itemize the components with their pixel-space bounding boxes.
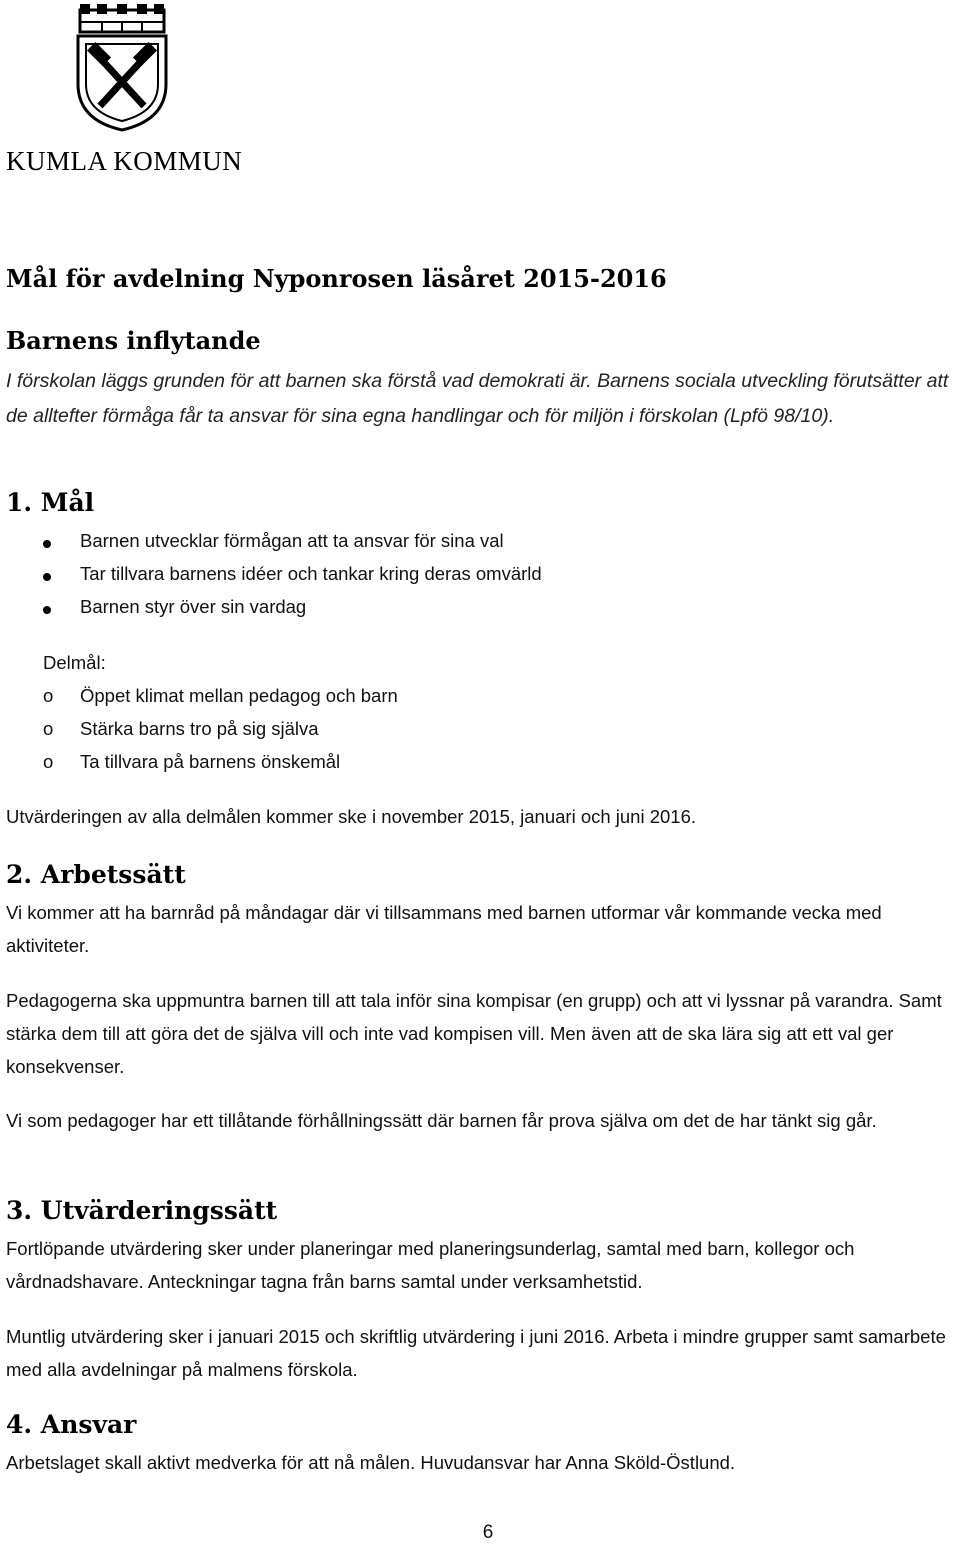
list-item: Tar tillvara barnens idéer och tankar kring deras omvärld: [80, 563, 542, 584]
bullet-icon: [43, 540, 51, 548]
subgoals-label: Delmål:: [43, 652, 106, 673]
methods-paragraph: Pedagogerna ska uppmuntra barnen till att tala inför sina kompisar (en grupp) och att vi lyssnar på varandra. Samt stärka dem till att göra det de själva vill och inte vad kompisen vill. Men även att de ska lära sig att ett val ger konsekvenser.: [6, 990, 942, 1077]
list-item: Ta tillvara på barnens önskemål: [80, 751, 341, 772]
responsibility-text: Arbetslaget skall aktivt medverka för att nå målen. Huvudansvar har Anna Sköld-Östlund.: [6, 1452, 736, 1473]
list-item: Barnen utvecklar förmågan att ta ansvar för sina val: [80, 530, 504, 551]
methods-paragraph: Vi som pedagoger har ett tillåtande förhållningssätt där barnen får prova själva om det de har tänkt sig går.: [6, 1110, 877, 1131]
logo-name: KUMLA KOMMUN: [6, 146, 243, 176]
coat-of-arms-icon: [72, 2, 172, 132]
methods-paragraph: Vi kommer att ha barnråd på måndagar där vi tillsammans med barnen utformar vår kommande vecka med aktiviteter.: [6, 902, 882, 956]
subgoal-marker: o: [43, 685, 54, 706]
evaluation-heading: 3. Utvärderingssätt: [6, 1196, 278, 1225]
list-item: Barnen styr över sin vardag: [80, 596, 307, 617]
evaluation-note: Utvärderingen av alla delmålen kommer ske i november 2015, januari och juni 2016.: [6, 806, 697, 827]
subgoal-marker: o: [43, 751, 54, 772]
subgoal-marker: o: [43, 718, 54, 739]
list-item: Öppet klimat mellan pedagog och barn: [80, 685, 398, 706]
responsibility-heading: 4. Ansvar: [6, 1410, 137, 1439]
bullet-icon: [43, 573, 51, 581]
section-heading: Barnens inflytande: [6, 326, 261, 355]
evaluation-paragraph: Muntlig utvärdering sker i januari 2015 och skriftlig utvärdering i juni 2016. Arbeta i mindre grupper samt samarbete med alla avdelningar på malmens förskola.: [6, 1326, 946, 1380]
section-intro: I förskolan läggs grunden för att barnen ska förstå vad demokrati är. Barnens sociala utveckling förutsätter att de alltefter förmåga får ta ansvar för sina egna handlingar och för miljön i förskolan (Lpfö 98/10).: [6, 370, 949, 427]
page-number: 6: [482, 1522, 494, 1543]
list-item: Stärka barns tro på sig själva: [80, 718, 319, 739]
document-title: Mål för avdelning Nyponrosen läsåret 2015-2016: [6, 264, 667, 293]
methods-heading: 2. Arbetssätt: [6, 860, 186, 889]
municipality-logo: [0, 0, 260, 180]
goals-heading: 1. Mål: [6, 488, 95, 517]
evaluation-paragraph: Fortlöpande utvärdering sker under planeringar med planeringsunderlag, samtal med barn, kollegor och vårdnadshavare. Anteckningar tagna från barns samtal under verksamhetstid.: [6, 1238, 855, 1292]
bullet-icon: [43, 606, 51, 614]
